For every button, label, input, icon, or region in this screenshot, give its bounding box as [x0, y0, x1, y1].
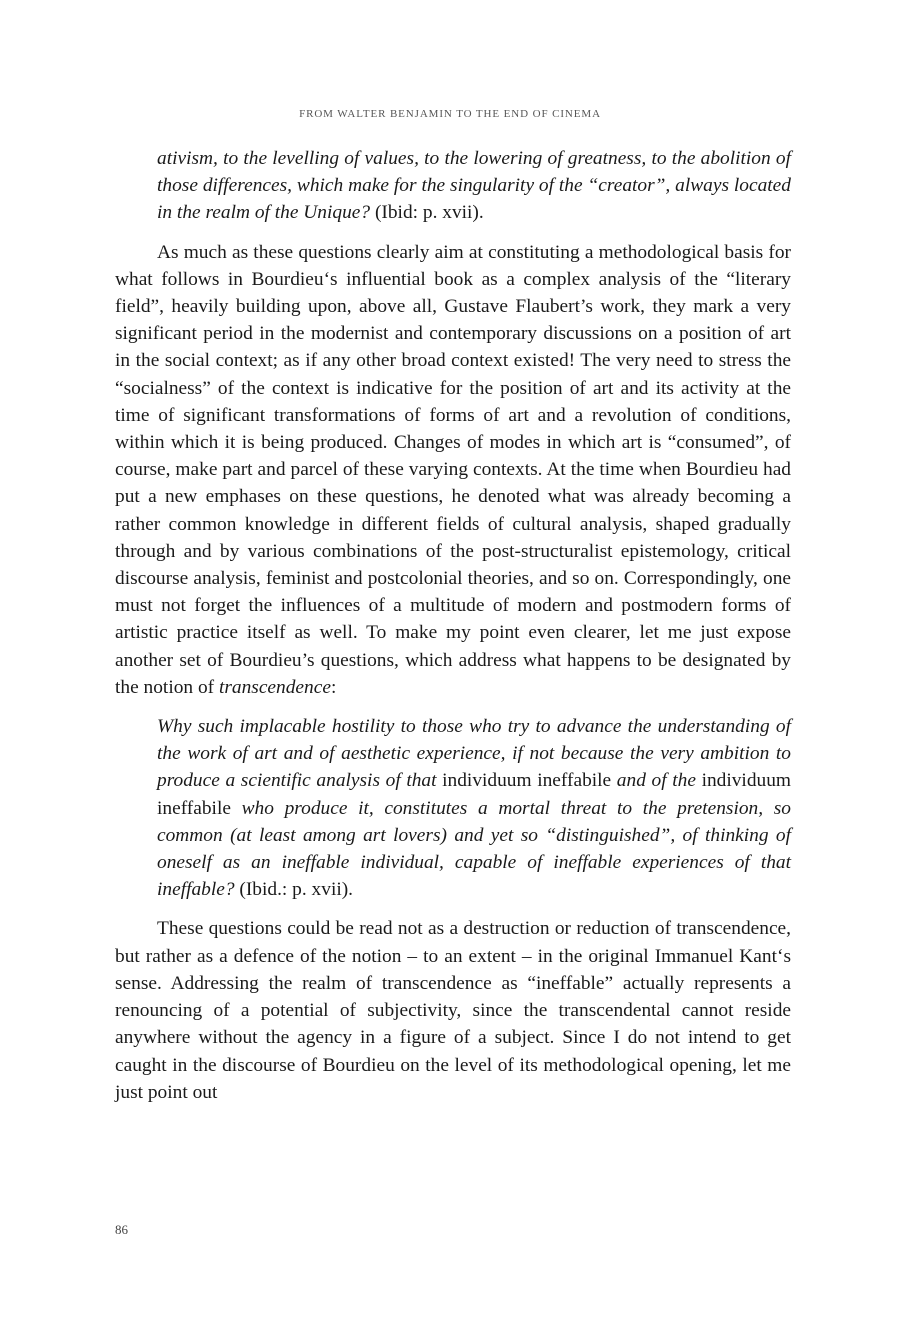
- page-number: 86: [115, 1222, 128, 1237]
- paragraph-text-end: :: [330, 676, 337, 698]
- paragraph-text: As much as these questions clearly aim at constituting a methodological basis for what follows in Bourdieu‘s influential book as a complex analysis of the “literary field”, heavily building upon, above all, Gustave Flaubert’s work, they mark a very significant period in the modernist and contemporary discussions on a position of art in the social context; as if any other broad context existed! The very need to stress the “socialness” of the context is indicative for the position of art and its activity at the time of significant transformations of forms of art and a revolution of conditions, within which it is being produced. Changes of modes in which art is “consumed”, of course, make part and parcel of these varying contexts. At the time when Bourdieu had put a new emphases on these questions, he denoted what was already becoming a rather common knowledge in different fields of cultural analysis, shaped gradually through and by various combinations of the post-structuralist epistemology, critical discourse analysis, feminist and postcolonial theories, and so on. Correspondingly, one must not forget the influences of a multitude of modern and postmodern forms of artistic practice itself as well. To make my point even clearer, let me just expose another set of Bourdieu’s questions, which address what happens to be designated by the notion of: [115, 241, 791, 698]
- emphasis-term: transcendence: [218, 676, 331, 698]
- quote-italic-text: ativism, to the levelling of values, to the lowering of greatness, to the abolition of those differences, which make for the singularity of the “creator”, always located in the realm of the Unique?: [157, 148, 791, 224]
- quote-italic-text: and of the: [616, 770, 696, 792]
- quote-roman-term: individuum ineffabile: [157, 770, 791, 819]
- quote-italic-text: Why such implacable hostility to those who try to advance the understanding of the work of art and of aesthetic experience, if not because the very ambition to produce a scientific analysis of that: [157, 716, 791, 792]
- paragraph-text: These questions could be read not as a destruction or reduction of transcendence, but rather as a defence of the notion – to an extent – in the original Immanuel Kant‘s sense. Addressing the realm of transcendence as “ineffable” actually represents a renouncing of a potential of subjectivity, since the transcendental cannot reside anywhere without the agency in a figure of a subject. Since I do not intend to get caught in the discourse of Bourdieu on the level of its methodological opening, let me just point out: [115, 918, 791, 1103]
- running-header: FROM WALTER BENJAMIN TO THE END OF CINEMA: [299, 108, 601, 120]
- quote-italic-text: who produce it, constitutes a mortal threat to the pretension, so common (at least among art lovers) and yet so “distinguished”, of thinking of oneself as an ineffable individual, capable of ineffable experiences of that ineffable?: [157, 797, 791, 901]
- quote-roman-term: individuum ineffabile: [436, 770, 617, 792]
- quote-citation: (Ibid.: p. xvii).: [234, 879, 354, 901]
- body-text: [115, 145, 791, 1106]
- quote-citation: (Ibid: p. xvii).: [370, 202, 484, 224]
- block-quote: [157, 713, 791, 903]
- paragraph: [115, 915, 791, 1105]
- paragraph: [115, 239, 791, 701]
- block-quote-continued: [157, 145, 791, 227]
